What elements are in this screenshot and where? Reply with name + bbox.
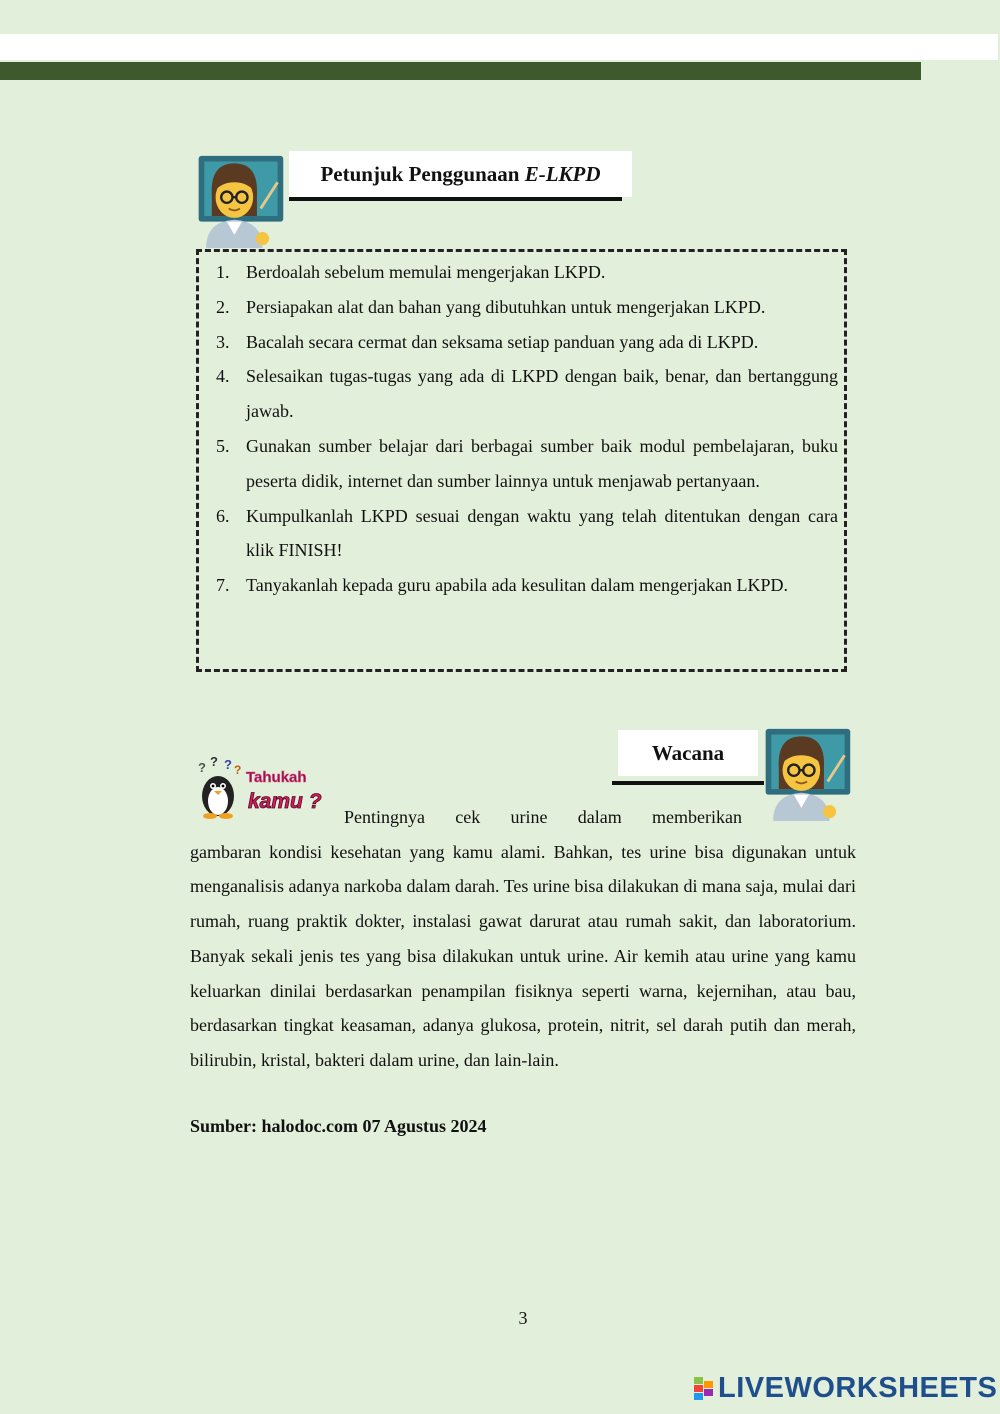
wacana-first-line: Pentingnya cek urine dalam memberikan: [344, 807, 742, 827]
instruction-number: 3.: [216, 331, 230, 352]
wacana-title: Wacana: [618, 730, 758, 776]
instruction-item: [210, 359, 838, 429]
liveworksheets-brand: LIVEWORKSHEETS: [694, 1372, 997, 1405]
instructions-list: [210, 255, 838, 603]
wacana-paragraph: [190, 800, 856, 1078]
instruction-item: [210, 429, 838, 499]
instruction-item: [210, 255, 838, 290]
instruction-item: [210, 568, 838, 603]
kamu-text: kamu ?: [248, 790, 322, 813]
instruction-text: Selesaikan tugas-tugas yang ada di LKPD dengan baik, benar, dan bertanggung jawab.: [246, 366, 838, 422]
instruction-number: 2.: [216, 296, 230, 317]
svg-text:?: ?: [224, 757, 232, 772]
wacana-underline: [612, 781, 764, 785]
instruction-item: [210, 325, 838, 360]
wacana-body: gambaran kondisi kesehatan yang kamu alami. Bahkan, tes urine bisa digunakan untuk menganalisis adanya narkoba dalam darah. Tes urine bisa dilakukan di mana saja, mulai dari rumah, ruang praktik dokter, instalasi gawat darurat atau rumah sakit, dan laboratorium. Banyak sekali jenis tes yang bisa dilakukan untuk urine. Air kemih atau urine yang kamu keluarkan dinilai berdasarkan penampilan fisiknya seperti warna, kejernihan, atau bau, berdasarkan tingkat keasaman, adanya glukosa, protein, nitrit, sel darah putih dan merah, bilirubin, kristal, bakteri dalam urine, dan lain-lain.: [190, 841, 856, 1070]
source-citation: Sumber: halodoc.com 07 Agustus 2024: [190, 1116, 487, 1136]
instruction-number: 4.: [216, 366, 230, 387]
instruction-number: 1.: [216, 262, 230, 282]
instruction-number: 5.: [216, 435, 230, 456]
liveworksheets-logo-icon: [694, 1377, 714, 1401]
instruction-number: 7.: [216, 575, 230, 596]
instruction-item: [210, 290, 838, 325]
header-white-strip: [0, 34, 998, 60]
tahukah-text: Tahukah: [246, 769, 307, 786]
instructions-title: Petunjuk Penggunaan E-LKPD: [289, 151, 632, 197]
instruction-text: Berdoalah sebelum memulai mengerjakan LKPD.: [246, 262, 606, 282]
svg-text:?: ?: [198, 760, 206, 775]
page-number: 3: [518, 1308, 528, 1328]
teacher-icon: [193, 154, 287, 248]
title-underline: [289, 197, 622, 201]
instruction-text: Gunakan sumber belajar dari berbagai sumber baik modul pembelajaran, buku peserta didik, internet dan sumber lainnya untuk menjawab pertanyaan.: [246, 435, 838, 491]
header-green-bar: [0, 62, 921, 80]
instruction-item: [210, 499, 838, 569]
svg-text:?: ?: [234, 763, 242, 777]
instruction-text: Persiapakan alat dan bahan yang dibutuhkan untuk mengerjakan LKPD.: [246, 296, 766, 317]
instruction-text: Kumpulkanlah LKPD sesuai dengan waktu yang telah ditentukan dengan cara klik FINISH!: [246, 505, 838, 561]
svg-text:?: ?: [210, 756, 218, 769]
instruction-text: Bacalah secara cermat dan seksama setiap panduan yang ada di LKPD.: [246, 331, 759, 352]
instruction-text: Tanyakanlah kepada guru apabila ada kesulitan dalam mengerjakan LKPD.: [246, 575, 789, 596]
instruction-number: 6.: [216, 505, 230, 526]
